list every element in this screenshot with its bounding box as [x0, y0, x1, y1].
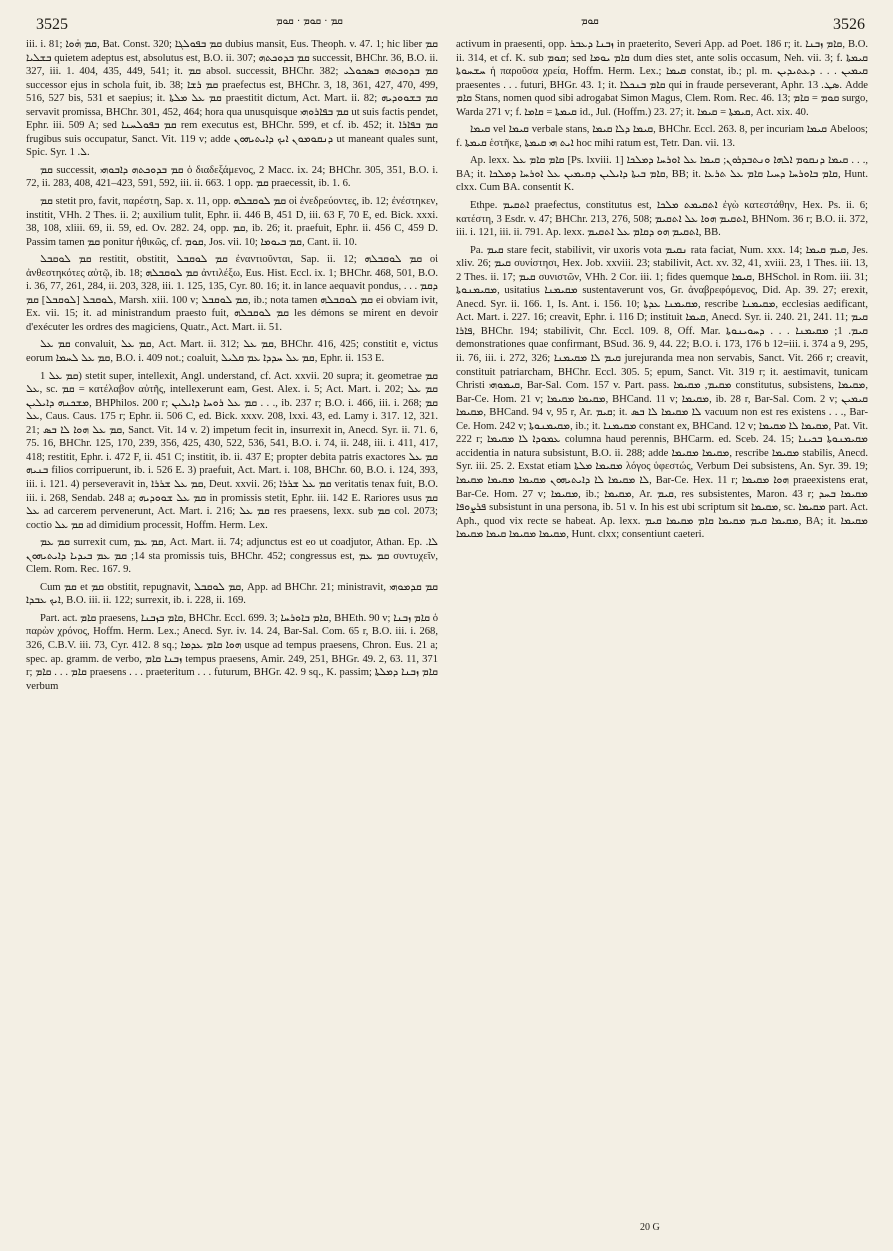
left-running-title: ܩܡ · ܩܘܡ · ܩܘܡ — [276, 16, 343, 27]
right-column — [456, 38, 868, 697]
entry-paragraph: ܩܝܡܐ vel ܩܝܡܐ verbale stans, ܩܝܡܐ ܕܠܐ ܩܝܡܐ, BHChr. Eccl. 263. 8, per incuriam ܩܝܡܐ Abeloos; f. ܩܝܡܬܐ ἑστῆκε, ܐܝܬ ܗܝ ܩܝܡܬܐ hoc mihi ratum est, Tetr. Dan. vii. 13. — [456, 124, 869, 149]
signature-mark: 20 G — [640, 1222, 660, 1233]
entry-paragraph: Ap. lexx. ܩܐܡ ܩܐܡ ܥܠ [Ps. lxviii. 1] ܩܝܡܐ ܕܢܩܘܡ ܐܠܗܐ ܘܢܬܒܕܪܘܢ; ܩܝܡܐ ܥܠ ܐܘܪܚܐ ܕܡܠܟܐ . . ., BA; it. ܩܐܡ ܒܝܬܐ ܕܐܝܠܝܢ ܕܩܝܡܝܢ ܥܠ ܐܘܪܚܐ ܕܡܠܟܐ, BB; it. ܩܐܡ ܒܐܘܪܚܐ ܕܚܝܐ ܩܐܡ ܥܠ ܬܪܥܐ, Hunt. clxx. Cum BA. consentit K. — [456, 155, 868, 194]
entry-paragraph: ܩܡ successit, ܩܡ ܒܕܘܟܬܗ ܕܐܒܘܗܝ ὁ διαδεξάμενος, 2 Macc. ix. 24; BHChr. 305, 351, B.O. i. 72, ii. 283, 408, 421–423, 591, 592, iii. ii. 663. 1 opp. ܩܡ praecessit, ib. 1. 6. — [26, 164, 438, 190]
entry-paragraph: Pa. ܩܝܡ stare fecit, stabilivit, vir uxoris vota ܢܩܝܡ rata faciat, Num. xxx. 14; ܩܝܡ ܩܝܡܐ, Jes. xliv. 26; ܩܝܡ συνίστησι, Hex. Job. xxviii. 23; stabilivit, Act. xv. 32, 41, xviii. 23, 1 Thes. iii. 13, 2 Thes. ii. 17; ܩܝܡ συνιστῶν, VHh. 2 Cor. iii. 1; fides quemque ܩܝܡܐ, BHSchol. in Rom. iii. 31; ܡܩܝܡܢܘܬܐ, usitatius ܡܩܝܡܢܐ sustentaverunt vos, Gr. ἀναβρεφόμενος, Did. Ap. 39. 27; erexit, Anecd. Syr. ii. 166. 1, Is. Ant. i. 156. 10; ܡܩܝܡܢܐ ܥܕܬܐ, rescribe ܡܩܝܡܢܐ, ecclesias aedificant, Act. Mart. i. 227. 16; creavit, Ephr. i. 116 D; instituit ܩܝܡܐ, Anecd. Syr. ii. 240. 21, 241. 11; ܩܝܡ ܦܐܪܐ, BHChr. 194; stabilivit, Chr. Eccl. 109. 8, Off. Mar. ܩܝܡ. 1; ܡܩܝܡܢܐ . . . ܕܚܘܝܢܘܬܐ demonstrationes quae confirmant, BSud. 36. 9, 44. 22; B.O. i. 173, 176 b 12=iii. i. 374 a 9, 295, ii. 76, iii. i. 272, 326; ܩܝܡ ܠܐ ܡܩܝܡܢܐ jurejuranda mea non servabis, Sanct. Vit. 266 r; creavit, constituit patriarcham, BHChr. Eccl. 305. 5; epum, Sanct. Vit. 319 r; it. aestimavit, tunicam Christi ܩܝܡܘܗܝ, Bar-Sal. Com. 157 v. Part. pass. ܡܩܝܡ, ܡܩܝܡܐ constitutus, subsistens, ܡܩܝܡܐ, Bar-Ce. Hom. 21 v; ܡܩܝܡܐ ܡܩܝܡܐ, BHCand. 11 v; ܡܩܝܡܐ, ib. 28 r, Bar-Sal. Com. 2 v; ܩܝܡܝܢ ܡܩܝܡܐ, BHCand. 94 v, 95 r, Ar. ܩܝܡ; it. ܠܐ ܡܩܝܡܐ ܠܐ ܒܣ vacuum non est res existens . . ., Bar-Ce. Hom. 242 v; ܡܩܝܡܢܘܬܐ, ib.; it. ܡܩܝܡܢܐ constant ex, BHCand. 12 v; ܡܩܝܡܐ ܠܐ ܡܩܝܡܐ, Pat. Vit. 222 r; ܥܡܘܕܐ ܠܐ ܡܩܝܡܐ columna haud perennis, BHCarm. ed. Sceb. 24. 15; ܡܩܝܡܢܘܬܐ ܒܟܝܢܐ accidentia in natura subsistunt, B.O. ii. 288; adde ܡܩܝܡܐ ܡܩܝܡܐ, rescribe ܡܩܝܡܐ stabilis, Anecd. Syr. iii. 25. 2. Exstat etiam ܡܩܝܡܐ ܡܠܬܐ λόγος ὑφεστώς, Verbum Dei subsistens, An. Syr. 39. 19; ܠܐ ܡܩܝܡܐ ܠܐ ܕܐܝܬܝܗܘܢ ܡܩܝܡܐ ܡܩܝܡܐ ܡܩܝܡܐ, Bar-Ce. Hex. 11 r; ܗܘܐ ܡܩܝܡܐ praeexistens erat, Bar-Ce. Hom. 27 v; ܡܩܝܡܐ, ib.; ܡܩܝܡܐ, Ar. ܩܝܡ, res subsistentes, Maron. 43 r; ܡܩܝܡܐ ܒܚܕ ܦܪܨܘܦܐ subsistunt in una persona, ib. 51 v. In his est ubi scriptum sit ܡܩܝܡܐ, sc. ܡܩܝܡܐ part. Act. Aph., quod vix recte se habeat. Ap. lexx. ܡܩܝܡܐ ܩܝܡ ܡܩܝܡܐ ܩܐܡ ܡܩܝܡܐ ܩܝܡ, BA; it. ܡܩܝܡܐ ܡܩܝܡܐ ܡܩܝܡܐ ܩܝܡܐ ܡܩܝܡܐ, Hunt. clxx; consentiunt caeteri. — [456, 244, 869, 541]
entry-paragraph: iii. i. 81; ܩܡ ܗ̇ܘܐ, Bat. Const. 320; ܩܡ ܒܦܘܠܓܐ dubius mansit, Eus. Theoph. v. 47. 1; hic liber ܩܡ ܒܫܠܝܐ quietem adeptus est, absolutus est, B.O. ii. 307; ܩܡ ܒܕܘܟܬܗ successit, BHChr. 36, B.O. ii. 327, iii. 1. 404, 435, 449, 541; it. ܩܡ absol. successit, BHChr. 382; ܩܡ ܒܕܘܟܬܗ ܒܣܟܘܠܝ successor ejus in schola fuit, ib. 38; ܩܡ ܪܫܐ praefectus est, BHChr. 3, 18, 361, 427, 470, 499, 516, 527 bis, 531 et saepius; it. ܩܡ ܥܠ ܡܠܬܐ praestitit dictum, Act. Mart. ii. 82; ܩܡ ܒܫܘܘܕܝܗ servavit promissa, BHChr. 301, 452, 464; hora qua unusquisque ܩܡ ܒܦܐܪܘܗܝ ut suis factis pendet, Ephr. iii. 509 A; sed ܩܡ ܒܦܘܠܚܢܐ rem executus est, BHChr. 599, et cf. ib. 452; it. ܩܡ ܒܦܐܪܐ frugibus suis occupatur, Sanct. Vit. 119 v; adde ܕܢܩܘܡܘܢ ܐܝܟ ܕܐܝܬܝܗܘܢ ut maneant quales sunt, Spic. Syr. ܠ. 1. — [26, 39, 439, 159]
entry-paragraph: ܩܡ stetit pro, favit, παρέστη, Sap. x. 11, opp. ܩܡ ܠܘܩܒܠܗ οἱ ἐνεδρεύοντες, ib. 12; ἐνέστηκεν, institit, VHh. 2 Thes. ii. 2; auxilium tulit, Ephr. ii. 446 B, 451 D, iii. 63 F, 70 E, ed. Bick. xxxi. 38, 108, xliii. 69, ii. 59, ed. Ov. 282. 24, opp. ܩܡ, ib. 26; it. praefuit, Ephr. ii. 456 C, 459 D. Passim tamen ܩܡ ponitur ἠθικῶς, cf. ܩܘܡ, Jos. vii. 10; ܩܡ ܒܝܘܡܐ, Cant. ii. 10. — [26, 196, 439, 248]
text-columns — [26, 38, 871, 697]
entry-paragraph: ܩܡ ܥܠ 1) stetit super, intellexit, Angl. understand, cf. Act. xxvii. 20 supra; it. geometrae ܩܡ ܥܠ, sc. ܩܡ = κατέλαβον αὐτῆς, intellexerunt eam, Gest. Alex. i. 5; Act. Mart. i. 202; ܩܡ ܥܠ ܡܫܟܢܗ ܕܐܝܠܝܢ, BHPhilos. 200 r; ܩܡ ܥܠ ܪܘܚܐ ܕܐܝܠܝܢ . . ., ib. 237 r; B.O. i. 466, iii. i. 268; ܩܡ ܥܠ, Caus. Caus. 175 r; Ephr. ii. 506 C, ed. Bick. xxxv. 208, lxxi. 43, ed. Lamy i. 317. 12, 321. 21; ܩܡ ܥܠ ܗܘܐ ܠܐ ܒܣ, Sanct. Vit. 14 v. 2) impetum fecit in, insurrexit in, Anecd. Syr. ii. 71. 6, 75. 16, BHChr. 125, 170, 239, 356, 425, 430, 522, 536, 541, B.O. i. 74, ii. 248, iii. i. 411, 417, 418; restitit, Ephr. i. 472 F, ii. 451 C; institit, ib. ii. 437 E; propter debita patris exactores ܩܡ ܥܠ ܒܢܝܗ filios corripuerunt, ib. i. 526 E. 3) praefuit, Act. Mart. i. 108, BHChr. 60, B.O. i. 124, 393, iii. i. 121. 4) perseveravit in, ܩܡ ܥܠ ܫܪܪܐ, Deut. xxvii. 26; ܩܡ ܥܠ ܫܪܪܐ veritatis tenax fuit, B.O. iii. i. 268, Sendab. 248 a; ܩܡ ܥܠ ܫܘܘܕܝܗ in promissis stetit, Ephr. iii. 142 E. Rariores usus ܩܡ ܥܠ ad carcerem pervenerunt, Act. Mart. i. 216; ܩܡ ܥܠ res praesens, lexx. sub ܩܡ col. 2073; coctio ܩܡ ܥܠ ad dimidium processit, Hoffm. Herm. Lex. — [26, 370, 439, 531]
left-column — [26, 38, 438, 697]
entry-paragraph: Ethpe. ܐܬܩܝܡ praefectus, constitutus est, ܐܬܩܝܡܬ ܡܠܟܐ ἐγὼ κατεστάθην, Hex. Ps. ii. 6; κατέστη, 3 Esdr. v. 47; BHChr. 213, 276, 508; ܐܬܩܝܡ ܗܘܐ ܥܠ ܐܬܩܝܡ, BHNom. 36 r; B.O. ii. 372, iii. i. 121, iii. ii. 791. Ap. lexx. ܐܬܩܝܡ ܗܘ ܕܩܐܡ ܥܠ ܐܬܩܝܡ, BB. — [456, 200, 868, 239]
right-running-title: ܩܘܡ — [581, 16, 599, 27]
entry-paragraph: Cum ܩܡ et ܩܡ obstitit, repugnavit, ܩܡ ܠܘܩܒܠ, App. ad BHChr. 21; ministravit, ܩܡ ܩܕܡܘܗܝ ܐܝܟ ܥܒܕܐ, B.O. iii. ii. 122; surrexit, ib. i. 228, ii. 169. — [26, 581, 438, 607]
entry-paragraph: activum in praesenti, opp. ܙܒܢܐ ܕܥܒܪ in praeterito, Severi App. ad Poet. 186 r; it. ܩܐܡ ܙܒܢܐ, B.O. ii. 314, et cf. K. sub ܩܘܡ; sed ܩܐܡ ܝܘܡܐ dum dies stet, ante solis occasum, Neh. vii. 3; f. ܩܝܡܬܐ ܚܫܚܘܬܐ ἡ παροῦσα χρεία, Hoffm. Herm. Lex.; ܩܝܡܐ constat, ib.; pl. m. ܩܝܡܝܢ . . . ܕܥܬܝܕܝܢ praesentes . . . futuri, BHGr. 43. 1; it. ܩܐܡ ܒܢܟܠܐ qui in fraude perseverant, Aphr. ܣܛ. 13. Adde ܩܐܡ Stans, nomen quod sibi adrogabat Simon Magus, Clem. Rom. Rec. 46. 13; ܩܘܡ = ܩܐܡ surgo, Warda 271 v; f. ܩܝܡܬܐ = ܩܐܡܐ id., Jul. (Hoffm.) 23. 27; it. ܩܝܡܬܐ = ܩܝܡܐ, Act. xix. 40. — [456, 39, 869, 118]
entry-paragraph: Part. act. ܩܐܡ praesens, ܩܐܡ ܒܙܒܢܐ, BHChr. Eccl. 699. 3; ܩܐܡ ܒܐܘܪܚܐ, BHEth. 90 v; ܩܐܡ ܙܒܢܐ ὁ παρὼν χρόνος, Hoffm. Herm. Lex.; Anecd. Syr. iv. 14. 24, Bar-Sal. Com. 65 r, B.O. iii. i. 268, 326, C.B.V. iii. 73, Cyr. 412. 8 sq.; ܗܘܐ ܩܐܡ ܥܕܡܐ usque ad tempus praesens, Chron. Eus. 21 a; spec. ap. gramm. de verbo, ܙܒܢܐ ܩܐܡ tempus praesens, Amir. 249, 251, BHGr. 49. 2, 63. 11, 371 r; ܩܐܡ . . . ܩܐܡ praesens . . . praeteritum . . . futurum, BHGr. 42. 9 sq., K. passim; ܩܐܡ ܙܒܢܐ ܕܡܠܬܐ verbum — [26, 612, 439, 692]
entry-paragraph: ܩܡ ܠܘܩܒܠ restitit, obstitit, ܩܡ ܠܘܩܒܠ ἐναντιοῦνται, Sap. ii. 12; ܩܡ ܠܘܩܒܠܗ οἱ ἀνθεστηκότες αὐτῷ, ib. 18; ܩܡ ܠܘܩܒܠܗ ἀντιλέξω, Eus. Hist. Eccl. ix. 1; BHChr. 468, 501, B.O. i. 36, 77, 261, 284, ii. 203, 328, iii. 1. 125, 135, Cyr. 80. 16; it. in lance aequavit pondus, . . . ܕܩܡ ܠܘܩܒܠ [ܠܘܩܒܠ] ܩܡ, Marsh. xiii. 100 v; ܩܡ ܠܘܩܒܠ, ib.; nota tamen ܩܡ ܠܘܩܒܠܗ ei obviam ivit, Ex. vii. 15; it. ad ministrandum praesto fuit, ܩܡ ܠܘܩܒܠܗ les démons se mirent en devoir d'exécuter les ordres des magiciens, Quatr., Act. Mart. ii. 51. — [26, 254, 438, 333]
right-page-number: 3526 — [833, 16, 865, 33]
entry-paragraph: ܩܡ ܥܠ convaluit, ܩܡ ܥܠ, Act. Mart. ii. 312; ܩܡ ܥܠ, BHChr. 416, 425; constitit e, victus eorum ܩܡ ܥܠ ܠܚܡܐ, B.O. i. 409 not.; coaluit, ܩܡ ܥܠ ܚܕܕܐ ܥܡ ܩܠܝܠ, Ephr. ii. 153 E. — [26, 339, 439, 365]
page-header — [26, 8, 871, 38]
entry-paragraph: ܩܡ ܥܡ surrexit cum, ܩܡ ܥܡ, Act. Mart. ii. 74; adjunctus est eo ut coadjutor, Athan. Ep. ܠܐ. 14; ܩܡ ܥܡ ܒܝܕܝܐ ܕܐܝܬܝܗܘܢ sta promissis tuis, BHChr. 452; congressus est, ܩܡ ܥܡ συντυχεῖν, Clem. Rom. Rec. 167. 9. — [26, 537, 438, 576]
left-page-number: 3525 — [36, 16, 68, 33]
